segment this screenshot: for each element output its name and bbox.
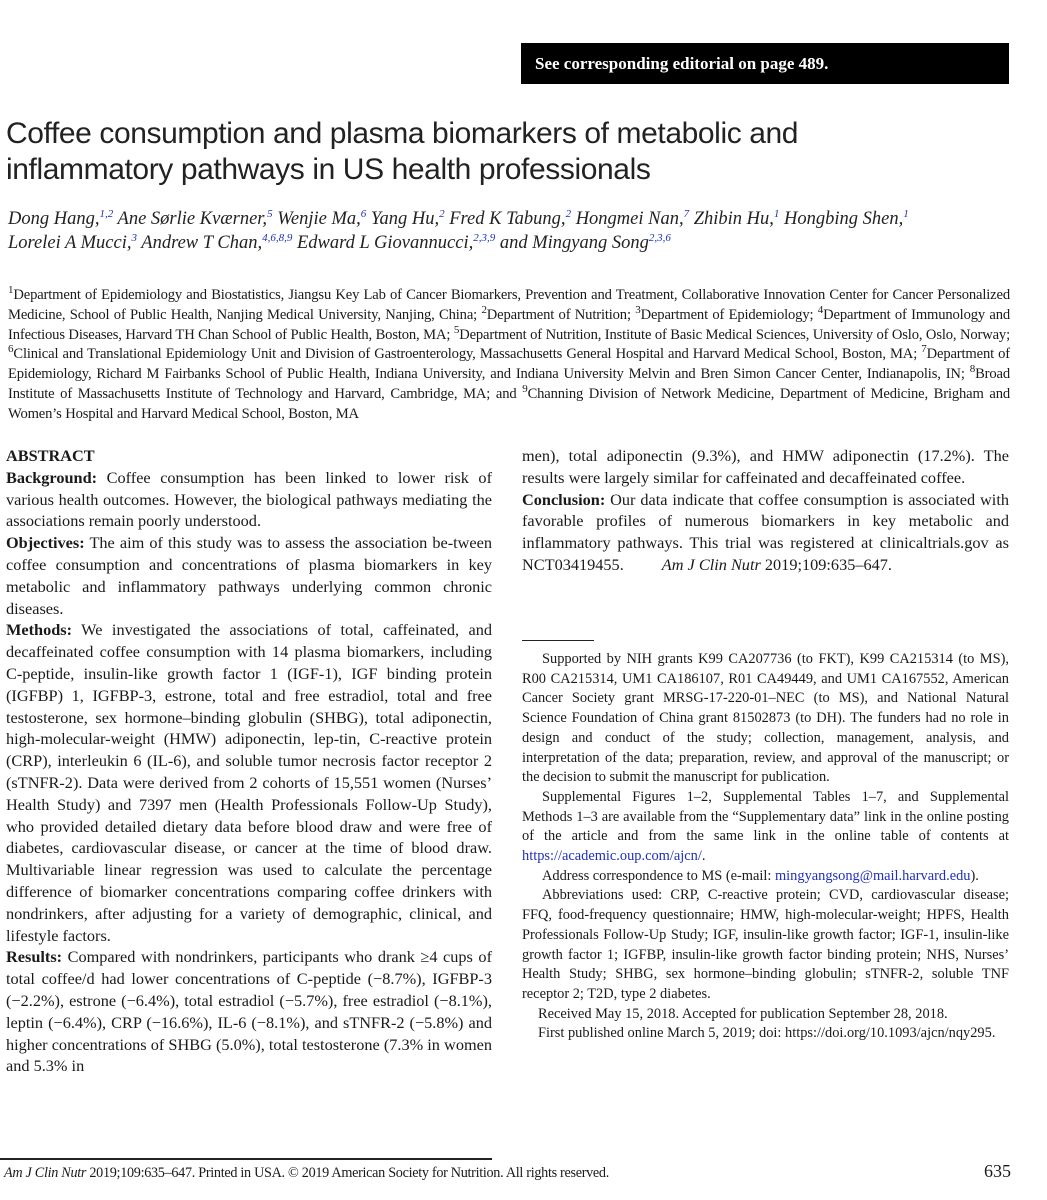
author[interactable]: Fred K Tabung,$^2$ bbox=[449, 207, 572, 229]
supplemental-link[interactable]: https://academic.oup.com/ajcn/ bbox=[522, 848, 702, 865]
author[interactable]: Andrew T Chan,$^{4,6,8,9}$ bbox=[141, 231, 293, 253]
affiliation-text: Clinical and Translational Epidemiology Unit and Division of Gastroenterology, Massachusetts General Hospital and Harvard Medical School, Boston, MA; bbox=[13, 346, 922, 363]
affiliation-number: 9 bbox=[522, 383, 528, 396]
footnotes bbox=[522, 650, 1009, 1044]
affiliation-ref[interactable]: 2 bbox=[439, 207, 445, 220]
footer-divider bbox=[0, 1158, 492, 1160]
affiliation-ref[interactable]: 2,3,9 bbox=[473, 231, 496, 244]
editorial-banner-text: See corresponding editorial on page 489. bbox=[535, 54, 829, 73]
author[interactable]: Ane Sørlie Kværner,$^5$ bbox=[117, 207, 273, 229]
affiliation-number: 8 bbox=[969, 363, 976, 376]
abstract-left-column bbox=[6, 445, 492, 1077]
affiliation-number: 2 bbox=[481, 303, 487, 316]
affiliation-ref[interactable]: 2,3,6 bbox=[648, 231, 671, 244]
affiliation-text: Department of Epidemiology; bbox=[640, 306, 818, 323]
abstract-right-column bbox=[522, 445, 1009, 576]
section-label: Methods: bbox=[6, 620, 73, 640]
author[interactable]: and Mingyang Song$^{2,3,6}$ bbox=[499, 231, 671, 253]
affiliation-number: 3 bbox=[635, 303, 641, 316]
author[interactable]: Edward L Giovannucci,$^{2,3,9}$ bbox=[296, 231, 496, 253]
affiliation-text: Department of Nutrition, Institute of Basic Medical Sciences, University of Oslo, Oslo, Norway; bbox=[459, 326, 1010, 343]
author-list bbox=[8, 207, 1038, 255]
affiliation-text: Department of Immunology and Infectious Diseases, Harvard TH Chan School of Public Health, Boston, MA; bbox=[8, 306, 1011, 343]
author[interactable]: Dong Hang,$^{1,2}$ bbox=[8, 207, 114, 229]
abstract-methods: Methods: We investigated the associations of total, caffeinated, and decaffeinated coffee consumption with 14 plasma biomarkers, including C-peptide, insulin-like growth factor 1 (IGF-1), IGF binding protein (IGFBP) 1, IGFBP-3, estrone, total and free estradiol, total and free testosterone, sex hormone–binding globulin (SHBG), total adiponectin, high-molecular-weight (HMW) adiponectin, lep-tin, C-reactive protein (CRP), interleukin 6 (IL-6), and soluble tumor necrosis factor receptor 2 (sTNFR-2). Data were derived from 2 cohorts of 15,551 women (Nurses’ Health Study) and 7397 men (Health Professionals Follow-Up Study), who provided detailed dietary data before blood draw and were free of diabetes, cardiovascular disease, or cancer at the time of blood draw. Multivariable linear regression was used to calculate the percentage difference of biomarker concentrations comparing coffee drinkers with nondrinkers, after adjusting for a variety of demographic, clinical, and lifestyle factors. bbox=[6, 620, 492, 945]
affiliation-text: Department of Nutrition; bbox=[486, 306, 636, 323]
affiliation-ref[interactable]: 7 bbox=[683, 207, 690, 220]
abstract-heading: ABSTRACT bbox=[6, 446, 95, 465]
section-label: Results: bbox=[6, 947, 63, 967]
affiliation-ref[interactable]: 6 bbox=[360, 207, 367, 220]
affiliation-text: Department of Epidemiology and Biostatistics, Jiangsu Key Lab of Cancer Biomarkers, Prevention and Treatment, Collaborative Innovation Center for Cancer Personalized Medicine, School of Public Health, Nanjing Medical University, Nanjing, China; bbox=[8, 287, 1010, 323]
published-note: First published online March 5, 2019; doi: https://doi.org/10.1093/ajcn/nqy295. bbox=[538, 1025, 996, 1042]
abbreviations-note: Abbreviations used: CRP, C-reactive protein; CVD, cardiovascular disease; FFQ, food-frequency questionnaire; HMW, high-molecular-weight; HPFS, Health Professionals Follow-Up Study; IGF, insulin-like growth factor; IGF-1, insulin-like growth factor 1; IGFBP, insulin-like growth factor binding protein; NHS, Nurses’ Health Study; SHBG, sex hormone–binding globulin; sTNFR-2, soluble TNF receptor 2; T2D, type 2 diabetes. bbox=[522, 887, 1009, 1002]
abstract-conclusion: Conclusion: Our data indicate that coffee consumption is associated with favorable profiles of numerous biomarkers in key metabolic and inflammatory pathways. This trial was registered at clinicaltrials.gov as NCT03419455. Am J Clin Nutr 2019;109:635–647. bbox=[522, 489, 1009, 574]
affiliation-ref[interactable]: 1 bbox=[903, 207, 909, 220]
affiliation-ref[interactable]: 1 bbox=[773, 207, 780, 220]
section-label: Conclusion: bbox=[522, 489, 606, 509]
article-title: Coffee consumption and plasma biomarkers of metabolic and inflammatory pathways in US health professionals bbox=[6, 117, 799, 186]
abstract-results: Results: Compared with nondrinkers, participants who drank ≥4 cups of total coffee/d had lower concentrations of C-peptide (−8.7%), IGFBP-3 (−2.2%), estrone (−6.4%), total estradiol (−5.7%), free estradiol (−8.1%), leptin (−6.4%), CRP (−16.6%), IL-6 (−8.1%), and sTNFR-2 (−5.8%) and higher concentrations of SHBG (5.0%), total testosterone (7.3% in women and 5.3% in bbox=[6, 947, 492, 1076]
citation-journal: Am J Clin Nutr bbox=[661, 554, 761, 574]
affiliation-number: 7 bbox=[921, 343, 927, 356]
affiliation-number: 1 bbox=[8, 284, 14, 297]
correspondence-note: Address correspondence to MS (e-mail: mingyangsong@mail.harvard.edu). bbox=[542, 867, 979, 884]
abstract-results-continued: men), total adiponectin (9.3%), and HMW adiponectin (17.2%). The results were largely similar for caffeinated and decaffeinated coffee. bbox=[522, 446, 1009, 487]
author[interactable]: Wenjie Ma,$^6$ bbox=[277, 207, 367, 229]
affiliation-ref[interactable]: 1,2 bbox=[99, 207, 114, 220]
section-label: Objectives: bbox=[6, 533, 85, 553]
author[interactable]: Hongmei Nan,$^7$ bbox=[575, 207, 690, 229]
funding-note: Supported by NIH grants K99 CA207736 (to FKT), K99 CA215314 (to MS), R00 CA215314, UM1 CA186107, R01 CA49449, and UM1 CA167552, American Cancer Society grant MRSG-17-220-01–NEC (to MS), and National Natural Science Foundation of China grant 81502873 (to DH). The funders had no role in design and conduct of the study; collection, management, analysis, and interpretation of the data; preparation, review, and approval of the manuscript; or the decision to submit the manuscript for publication. bbox=[522, 651, 1009, 786]
author[interactable]: Zhibin Hu,$^1$ bbox=[693, 207, 780, 229]
section-label: Background: bbox=[6, 467, 98, 487]
editorial-banner[interactable] bbox=[521, 43, 1009, 84]
affiliation-number: 5 bbox=[453, 323, 460, 336]
supplemental-note: Supplemental Figures 1–2, Supplemental Tables 1–7, and Supplemental Methods 1–3 are available from the “Supplementary data” link in the online posting of the article and from the same link in the online table of contents at https://academic.oup.com/ajcn/. bbox=[522, 788, 1009, 865]
affiliation-ref[interactable]: 2 bbox=[565, 207, 572, 220]
abstract-background: Background: Coffee consumption has been linked to lower risk of various health outcomes. However, the biological pathways mediating the associations remain poorly understood. bbox=[6, 467, 492, 531]
author[interactable]: Hongbing Shen,$^1$ bbox=[784, 207, 909, 229]
footer-citation: Am J Clin Nutr 2019;109:635–647. Printed in USA. © 2019 American Society for Nutrition. All rights reserved. bbox=[4, 1165, 609, 1181]
author[interactable]: Lorelei A Mucci,$^3$ bbox=[8, 231, 137, 253]
page-number: 635 bbox=[984, 1161, 1011, 1181]
affiliation-text: Broad Institute of Massachusetts Institute of Technology and Harvard, Cambridge, MA; and bbox=[8, 366, 1010, 402]
citation-details: 2019;109:635–647. bbox=[760, 554, 892, 574]
abstract-objectives: Objectives: The aim of this study was to assess the association be-tween coffee consumption and concentrations of plasma biomarkers in key metabolic and inflammatory pathways underlying common chronic diseases. bbox=[6, 533, 492, 618]
affiliation-ref[interactable]: 3 bbox=[131, 231, 137, 244]
author[interactable]: Yang Hu,$^2$ bbox=[370, 207, 445, 229]
affiliation-ref[interactable]: 4,6,8,9 bbox=[262, 231, 293, 244]
affiliation-text: Department of Epidemiology, Richard M Fairbanks School of Public Health, Indiana University, and Indiana University Melvin and Bren Simon Cancer Center, Indianapolis, IN; bbox=[8, 346, 1010, 383]
affiliation-number: 6 bbox=[8, 343, 14, 356]
received-note: Received May 15, 2018. Accepted for publication September 28, 2018. bbox=[538, 1005, 948, 1022]
affiliation-number: 4 bbox=[817, 303, 824, 316]
email-link[interactable]: mingyangsong@mail.harvard.edu bbox=[774, 867, 971, 884]
footnote-divider bbox=[522, 640, 594, 641]
affiliation-text: Channing Division of Network Medicine, Department of Medicine, Brigham and Women’s Hospital and Harvard Medical School, Boston, MA bbox=[8, 385, 1011, 422]
affiliation-ref[interactable]: 5 bbox=[267, 207, 273, 220]
footer-journal: Am J Clin Nutr bbox=[4, 1165, 87, 1181]
affiliations bbox=[8, 286, 1010, 425]
